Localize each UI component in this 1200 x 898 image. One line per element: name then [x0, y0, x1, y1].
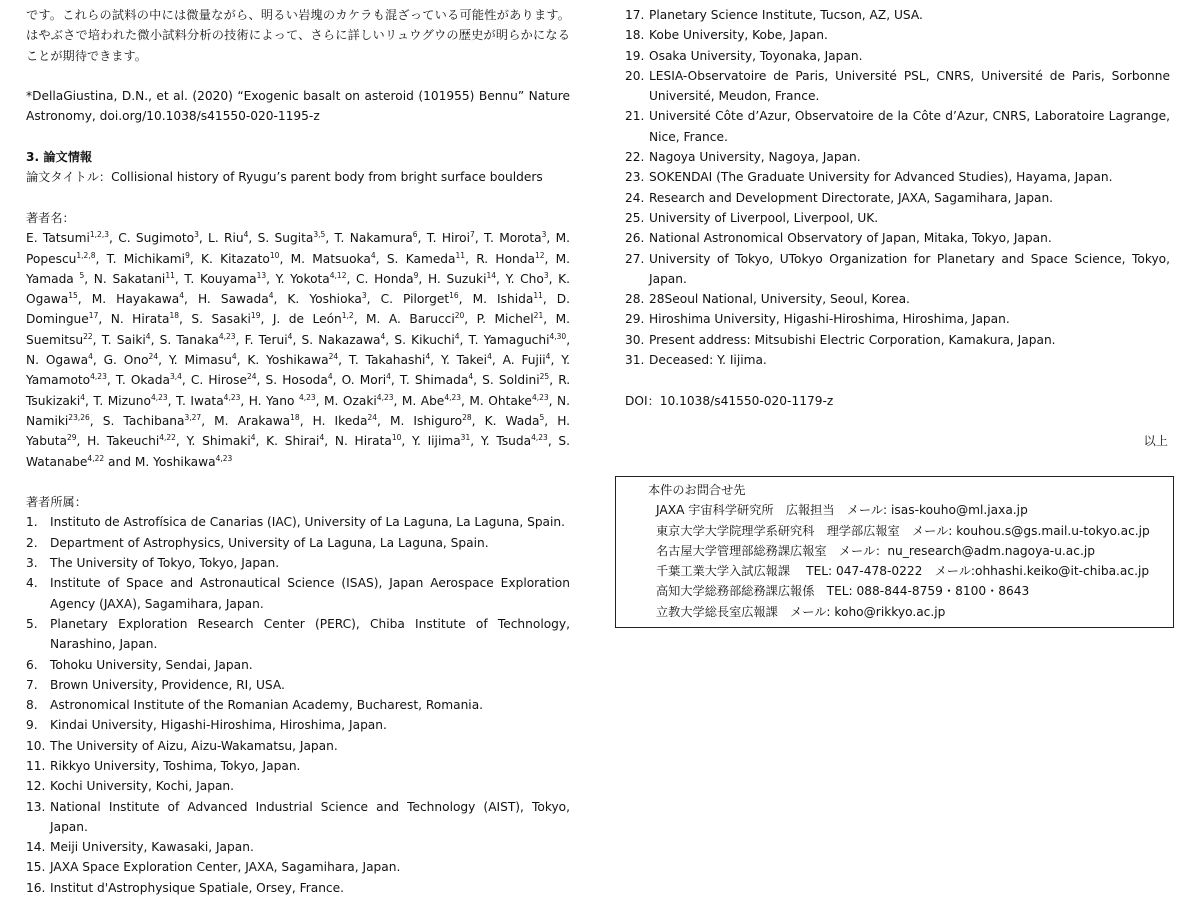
author-affiliation-ref: 13 [256, 270, 267, 280]
affiliation-item [26, 695, 570, 715]
affiliation-text: Deceased: Y. Iijima. [649, 353, 767, 368]
affiliation-item [625, 5, 1170, 25]
affiliation-text: Kobe University, Kobe, Japan. [649, 28, 828, 43]
author-affiliation-ref: 4 [425, 352, 431, 362]
author-name: M. Ozaki [324, 393, 377, 408]
author-affiliation-ref: 9 [185, 250, 190, 260]
affiliation-number: 18. [625, 28, 645, 43]
author-name: R. Honda [476, 251, 535, 266]
author-affiliation-ref: 4 [487, 352, 492, 362]
affiliation-number: 27. [625, 251, 645, 266]
author-name: M. Yoshikawa [134, 454, 216, 469]
author-affiliation-ref: 9 [413, 270, 419, 280]
affiliation-text: LESIA-Observatoire de Paris, Université PSL, CNRS, Université de Paris, Sorbonne Université, Meudon, France. [649, 68, 1170, 104]
author-affiliation-ref: 4,23 [218, 331, 236, 341]
affiliation-number: 11. [26, 758, 46, 773]
author-name: Y. Tsuda [480, 434, 532, 449]
author-affiliation-ref: 1,2,3 [89, 230, 109, 240]
affiliation-text: Institute of Space and Astronautical Science (ISAS), Japan Aerospace Exploration Agency (JAXA), Sagamihara, Japan. [50, 576, 570, 611]
affiliation-text: Planetary Science Institute, Tucson, AZ, USA. [649, 8, 923, 22]
author-affiliation-ref: 24 [367, 412, 377, 422]
affiliation-number: 12. [26, 779, 46, 794]
author-affiliation-ref: 24 [246, 372, 257, 382]
author-name: H. Takeuchi [87, 434, 160, 449]
author-affiliation-ref: 24 [148, 352, 159, 362]
affiliation-text: Osaka University, Toyonaka, Japan. [649, 48, 863, 63]
author-name: T. Yamaguchi [468, 332, 550, 347]
affiliation-number: 13. [26, 799, 46, 814]
author-name: R. Tsukizaki [26, 373, 571, 408]
affiliation-number: 21. [625, 109, 645, 124]
author-affiliation-ref: 4 [145, 331, 151, 341]
author-name: M. Arakawa [214, 413, 291, 428]
author-affiliation-ref: 14 [486, 270, 497, 280]
contact-line: 千葉工業大学入試広報課 TEL: 047-478-0222 メール:ohhashi.keiko@it-chiba.ac.jp [656, 564, 1150, 579]
author-name: T. Hiroi [426, 231, 471, 246]
author-name: Y. Takei [440, 353, 488, 368]
author-affiliation-ref: 18 [290, 412, 300, 422]
author-affiliation-ref: 3 [194, 230, 199, 240]
affiliation-text: Hiroshima University, Higashi-Hiroshima, Hiroshima, Japan. [649, 312, 1010, 327]
author-affiliation-ref: 3,27 [184, 412, 202, 422]
author-affiliation-ref: 3 [541, 230, 547, 240]
affiliation-number: 10. [26, 738, 46, 753]
author-name: S. Nakazawa [301, 332, 381, 347]
author-name: M. A. Barucci [366, 312, 455, 327]
author-affiliation-ref: 4 [327, 372, 333, 382]
author-name: Y. Yokota [275, 271, 330, 286]
affiliation-text: Tohoku University, Sendai, Japan. [50, 657, 253, 672]
affiliation-text: Kindai University, Higashi-Hiroshima, Hiroshima, Japan. [50, 718, 387, 733]
affiliation-text: National Astronomical Observatory of Japan, Mitaka, Tokyo, Japan. [649, 231, 1052, 246]
author-affiliation-ref: 4 [287, 331, 293, 341]
affiliation-number: 5. [26, 616, 38, 631]
author-name: P. Michel [476, 312, 534, 327]
affiliation-text: The University of Tokyo, Tokyo, Japan. [50, 556, 280, 571]
author-affiliation-ref: 4,23 [298, 392, 316, 402]
contact-box [615, 476, 1174, 628]
affiliation-text: SOKENDAI (The Graduate University for Advanced Studies), Hayama, Japan. [649, 170, 1113, 185]
affiliation-text: National Institute of Advanced Industrial Science and Technology (AIST), Tokyo, Japan. [50, 799, 570, 834]
author-affiliation-ref: 12 [534, 250, 545, 260]
affiliation-item [625, 228, 1170, 248]
contact-line: 立教大学総長室広報課 メール: koho@rikkyo.ac.jp [656, 604, 946, 619]
affiliation-text: JAXA Space Exploration Center, JAXA, Sagamihara, Japan. [50, 860, 401, 875]
affiliation-number: 31. [625, 353, 645, 368]
author-affiliation-ref: 4 [468, 372, 474, 382]
author-affiliation-ref: 4 [179, 291, 185, 301]
affiliation-item [625, 167, 1170, 187]
author-affiliation-ref: 11 [165, 270, 175, 280]
author-list: E. Tatsumi$^{1,2,3}$, C. Sugimoto$^3$, L. Riu$^4$, S. Sugita$^{3,5}$, T. Nakamura$^6$, T. Hiroi$^7$, T. Morota$^3$, M. Popescu$^{1,2,8}$, T. Michikami$^9$, K. Kitazato$^{10}$, M. Matsuoka$^4$, S. Kameda$^{11}$, R. Honda$^{12}$, M. Yamada $^5$, N. Sakatani$^{11}$, T. Kouyama$^{13}$, Y. Yokota$^{4,12}$, C. Honda$^9$, H. Suzuki$^{14}$, Y. Cho$^3$, K. Ogawa$^{15}$, M. Hayakawa$^4$, H. Sawada$^4$, K. Yoshioka$^3$, C. Pilorget$^{16}$, M. Ishida$^{11}$, D. Domingue$^{17}$, N. Hirata$^{18}$, S. Sasaki$^{19}$, J. de León$^{1,2}$, M. A. Barucci$^{20}$, P. Michel$^{21}$, M. Suemitsu$^{22}$, T. Saiki$^4$, S. Tanaka$^{4,23}$, F. Terui$^4$, S. Nakazawa$^4$, S. Kikuchi$^4$, T. Yamaguchi$^{4,30}$, N. Ogawa$^4$, G. Ono$^{24}$, Y. Mimasu$^4$, K. Yoshikawa$^{24}$, T. Takahashi$^4$, Y. Takei$^4$, A. Fujii$^4$, Y. Yamamoto$^{4,23}$, T. Okada$^{3,4}$, C. Hirose$^{24}$, S. Hosoda$^4$, O. Mori$^4$, T. Shimada$^4$, S. Soldini$^{25}$, R. Tsukizaki$^4$, T. Mizuno$^{4,23}$, T. Iwata$^{4,23}$, H. Yano $^{4,23}$, M. Ozaki$^{4,23}$, M. Abe$^{4,23}$, M. Ohtake$^{4,23}$, N. Namiki$^{23,26}$, S. Tachibana$^{3,27}$, M. Arakawa$^{18}$, H. Ikeda$^{24}$, M. Ishiguro$^{28}$, K. Wada$^5$, H. Yabuta$^{29}$, H. Takeuchi$^{4,22}$, Y. Shimaki$^4$, K. Shirai$^4$, N. Hirata$^{10}$, Y. Iijima$^{31}$, Y. Tsuda$^{4,23}$, S. Watanabe$^{4,22}$ and M. Yoshikawa$^{4,23}$ [26, 230, 571, 469]
left-column [26, 5, 570, 898]
author-affiliation-ref: 1,2 [341, 311, 354, 321]
affiliation-item [625, 330, 1170, 350]
author-name: M. Popescu [26, 231, 571, 266]
affiliation-text: Astronomical Institute of the Romanian Academy, Bucharest, Romania. [50, 698, 484, 713]
affiliation-text: 28Seoul National, University, Seoul, Korea. [649, 292, 910, 307]
author-affiliation-ref: 4 [250, 433, 256, 443]
affiliation-text: Present address: Mitsubishi Electric Corporation, Kamakura, Japan. [649, 332, 1056, 347]
affiliation-item [26, 715, 570, 735]
affiliation-item [26, 512, 570, 532]
affiliation-item [26, 837, 570, 857]
author-name: Y. Yamamoto [26, 353, 571, 388]
author-affiliation-ref: 1,2,8 [76, 250, 96, 260]
author-affiliation-ref: 10 [391, 433, 402, 443]
affiliation-number: 1. [26, 515, 38, 530]
author-name: M. Yamada [26, 251, 571, 286]
author-name: M. Hayakawa [91, 292, 180, 307]
affiliation-item [625, 46, 1170, 66]
affiliation-item [625, 188, 1170, 208]
doi: DOI：10.1038/s41550-020-1179-z [625, 393, 834, 408]
author-name: Y. Iijima [412, 434, 461, 449]
author-affiliation-ref: 3 [361, 291, 367, 301]
affiliation-item [625, 289, 1170, 309]
affiliation-text: Research and Development Directorate, JAXA, Sagamihara, Japan. [649, 190, 1054, 205]
author-affiliation-ref: 4 [380, 331, 386, 341]
affiliation-item [26, 776, 570, 796]
author-affiliation-ref: 11 [533, 291, 543, 301]
affiliation-item [26, 736, 570, 756]
affiliation-text: Brown University, Providence, RI, USA. [50, 677, 285, 692]
affiliation-number: 3. [26, 556, 38, 571]
contact-line: 高知大学総務部総務課広報係 TEL: 088-844-8759・8100・8643 [656, 584, 1030, 599]
author-affiliation-ref: 4,30 [549, 331, 567, 341]
author-affiliation-ref: 4 [268, 291, 274, 301]
author-affiliation-ref: 4 [319, 433, 325, 443]
author-name: F. Terui [244, 332, 288, 347]
author-name: T. Kouyama [184, 271, 257, 286]
author-name: S. Tachibana [102, 413, 185, 428]
affiliation-item [625, 249, 1170, 290]
author-and: and [104, 454, 135, 469]
author-affiliation-ref: 4 [545, 352, 551, 362]
affiliation-text: Kochi University, Kochi, Japan. [50, 779, 235, 794]
affiliation-item [26, 756, 570, 776]
author-affiliation-ref: 4,23 [150, 392, 168, 402]
author-name: T. Takahashi [348, 353, 426, 368]
author-affiliation-ref: 29 [66, 433, 77, 443]
end-mark: 以上 [1143, 434, 1168, 449]
authors-label: 著者名： [26, 210, 75, 225]
author-name: S. Soldini [482, 373, 540, 388]
affiliation-item [26, 573, 570, 614]
author-name: A. Fujii [502, 353, 546, 368]
intro-paragraph: です。これらの試料の中には微量ながら、明るい岩塊のカケラも混ざっている可能性があります。はやぶさで培われた微小試料分析の技術によって、さらに詳しいリュウグウの歴史が明らかになることが期待できます。 [26, 8, 570, 63]
author-name: S. Watanabe [26, 434, 571, 469]
author-affiliation-ref: 4 [88, 352, 93, 362]
author-affiliation-ref: 17 [88, 311, 99, 321]
author-affiliation-ref: 22 [83, 331, 93, 341]
affiliation-text: University of Tokyo, UTokyo Organization for Planetary and Space Science, Tokyo, Japan. [649, 251, 1170, 286]
author-name: M. Ishida [472, 292, 534, 307]
affiliation-item [625, 106, 1170, 147]
author-name: Y. Shimaki [186, 434, 251, 449]
author-name: G. Ono [103, 353, 149, 368]
author-name: K. Yoshioka [287, 292, 362, 307]
affiliation-item [26, 797, 570, 838]
affiliation-item [625, 25, 1170, 45]
affiliation-item [26, 675, 570, 695]
author-name: C. Sugimoto [118, 231, 195, 246]
author-name: H. Ikeda [312, 413, 368, 428]
author-affiliation-ref: 4,22 [87, 453, 105, 463]
contact-line: JAXA 宇宙科学研究所 広報担当 メール: isas-kouho@ml.jaxa.jp [656, 503, 1028, 518]
affiliation-list-left [26, 512, 570, 898]
author-affiliation-ref: 6 [412, 230, 418, 240]
affiliation-number: 4. [26, 576, 38, 591]
author-affiliation-ref: 7 [470, 230, 475, 240]
author-affiliation-ref: 23,26 [68, 412, 90, 422]
paper-title-line [26, 167, 570, 187]
author-name: D. Domingue [26, 292, 571, 327]
author-name: C. Pilorget [380, 292, 450, 307]
affiliation-number: 25. [625, 210, 645, 225]
author-name: Y. Mimasu [168, 353, 232, 368]
author-affiliation-ref: 4 [370, 250, 376, 260]
author-affiliation-ref: 4 [386, 372, 391, 382]
author-affiliation-ref: 4,23 [531, 392, 549, 402]
author-name: S. Kikuchi [394, 332, 455, 347]
author-affiliation-ref: 4 [454, 331, 460, 341]
affiliation-item [26, 614, 570, 655]
author-name: K. Wada [484, 413, 540, 428]
author-name: H. Yano [248, 393, 299, 408]
author-affiliation-ref: 15 [68, 291, 78, 301]
affiliation-number: 23. [625, 170, 645, 185]
author-affiliation-ref: 10 [269, 250, 280, 260]
affiliation-item [625, 147, 1170, 167]
author-affiliation-ref: 3 [543, 270, 549, 280]
author-affiliation-ref: 4 [243, 230, 249, 240]
contact-lines [616, 500, 1173, 622]
author-affiliation-ref: 4,23 [90, 372, 107, 382]
section-heading: 3. 論文情報 [26, 150, 93, 165]
author-affiliation-ref: 24 [328, 352, 339, 362]
contact-line: 東京大学大学院理学系研究科 理学部広報室 メール: kouhou.s@gs.mail.u-tokyo.ac.jp [656, 523, 1150, 538]
author-affiliation-ref: 4 [231, 352, 237, 362]
affiliation-item [26, 878, 570, 898]
author-name: S. Kameda [386, 251, 456, 266]
author-name: N. Hirata [334, 434, 392, 449]
affiliation-number: 22. [625, 150, 645, 165]
author-affiliation-ref: 4,23 [376, 392, 394, 402]
affiliation-text: Meiji University, Kawasaki, Japan. [50, 840, 254, 855]
affiliation-number: 9. [26, 718, 38, 733]
right-column [625, 5, 1170, 452]
affiliation-list-right [625, 5, 1170, 370]
author-affiliation-ref: 20 [454, 311, 465, 321]
affiliation-number: 2. [26, 535, 38, 550]
author-name: L. Riu [208, 231, 244, 246]
author-affiliation-ref: 31 [460, 433, 471, 443]
author-affiliation-ref: 4 [80, 392, 86, 402]
affiliation-number: 26. [625, 231, 645, 246]
author-name: H. Yabuta [26, 413, 571, 449]
author-name: K. Ogawa [26, 271, 571, 307]
author-name: K. Kitazato [201, 251, 270, 266]
author-name: T. Morota [484, 231, 542, 246]
author-name: M. Matsuoka [290, 251, 371, 266]
author-name: M. Ishiguro [389, 413, 463, 428]
affiliation-number: 15. [26, 860, 46, 875]
author-name: T. Iwata [176, 393, 224, 408]
author-affiliation-ref: 4,22 [159, 433, 176, 443]
author-affiliation-ref: 11 [455, 250, 466, 260]
author-name: T. Shimada [399, 373, 469, 388]
author-affiliation-ref: 4,23 [531, 433, 548, 443]
author-name: H. Suzuki [427, 271, 487, 286]
author-name: S. Sugita [257, 231, 314, 246]
author-name: H. Sawada [197, 292, 269, 307]
affiliation-text: Nagoya University, Nagoya, Japan. [649, 150, 861, 165]
author-affiliation-ref: 19 [250, 311, 261, 321]
affiliation-number: 29. [625, 312, 645, 327]
author-affiliation-ref: 5 [539, 412, 545, 422]
affiliation-text: University of Liverpool, Liverpool, UK. [649, 210, 879, 225]
affiliations-label: 著者所属： [26, 495, 87, 510]
author-affiliation-ref: 4,23 [223, 392, 241, 402]
contact-line: 名古屋大学管理部総務課広報室 メール：nu_research@adm.nagoya-u.ac.jp [656, 543, 1095, 558]
affiliation-number: 17. [625, 8, 645, 22]
author-name: Y. Cho [505, 271, 544, 286]
paper-title-label: 論文タイトル： [26, 170, 112, 185]
affiliation-number: 16. [26, 880, 46, 895]
author-affiliation-ref: 5 [79, 270, 85, 280]
affiliation-item [625, 208, 1170, 228]
author-name: T. Saiki [101, 332, 146, 347]
author-name: C. Hirose [190, 373, 247, 388]
author-name: S. Tanaka [159, 332, 219, 347]
author-affiliation-ref: 21 [533, 311, 544, 321]
affiliation-item [26, 553, 570, 573]
affiliation-number: 7. [26, 677, 38, 692]
author-name: S. Sasaki [191, 312, 251, 327]
affiliation-item [625, 309, 1170, 329]
author-affiliation-ref: 3,5 [313, 230, 326, 240]
author-affiliation-ref: 3,4 [169, 372, 182, 382]
affiliation-number: 28. [625, 292, 645, 307]
affiliation-item [26, 857, 570, 877]
author-affiliation-ref: 4,12 [329, 270, 347, 280]
affiliation-number: 30. [625, 332, 645, 347]
affiliation-text: Department of Astrophysics, University of La Laguna, La Laguna, Spain. [50, 535, 489, 550]
affiliation-text: Université Côte d’Azur, Observatoire de la Côte d’Azur, CNRS, Laboratoire Lagrange, Nice, France. [649, 109, 1170, 144]
affiliation-item [26, 533, 570, 553]
author-affiliation-ref: 4,23 [444, 392, 462, 402]
author-affiliation-ref: 18 [169, 311, 179, 321]
affiliation-text: Institut d'Astrophysique Spatiale, Orsey, France. [50, 880, 344, 895]
affiliation-number: 19. [625, 48, 645, 63]
author-name: N. Sakatani [93, 271, 166, 286]
affiliation-text: The University of Aizu, Aizu-Wakamatsu, Japan. [50, 738, 338, 753]
author-name: N. Namiki [26, 393, 570, 428]
affiliation-number: 6. [26, 657, 38, 672]
author-name: T. Mizuno [93, 393, 151, 408]
affiliation-number: 8. [26, 698, 38, 713]
author-name: C. Honda [356, 271, 414, 286]
author-name: T. Okada [115, 373, 170, 388]
author-name: M. Ohtake [469, 393, 532, 408]
affiliation-item [625, 66, 1170, 107]
author-name: E. Tatsumi [26, 231, 90, 246]
affiliation-number: 24. [625, 190, 645, 205]
author-name: K. Yoshikawa [247, 353, 329, 368]
author-name: M. Abe [401, 393, 445, 408]
affiliation-text: Planetary Exploration Research Center (PERC), Chiba Institute of Technology, Narashino, Japan. [50, 616, 570, 652]
author-name: J. de León [272, 312, 342, 327]
author-name: N. Ogawa [26, 353, 89, 368]
author-name: M. Suemitsu [26, 312, 570, 347]
author-name: S. Hosoda [265, 373, 328, 388]
author-name: K. Shirai [266, 434, 320, 449]
affiliation-number: 20. [625, 68, 645, 83]
author-name: T. Michikami [106, 251, 186, 266]
reference-citation: *DellaGiustina, D.N., et al. (2020) “Exogenic basalt on asteroid (101955) Bennu” Nature Astronomy, doi.org/10.1038/s41550-020-1195-z [26, 89, 570, 124]
affiliation-text: Instituto de Astrofísica de Canarias (IAC), University of La Laguna, La Laguna, Spain. [50, 515, 566, 530]
contact-title: 本件のお問合せ先 [648, 483, 746, 497]
paper-title: Collisional history of Ryugu’s parent body from bright surface boulders [111, 170, 543, 185]
author-name: N. Hirata [110, 312, 170, 327]
author-affiliation-ref: 4,23 [215, 453, 233, 463]
affiliation-text: Rikkyo University, Toshima, Tokyo, Japan. [50, 758, 301, 773]
affiliation-number: 14. [26, 840, 46, 855]
author-name: T. Nakamura [334, 231, 413, 246]
author-name: O. Mori [341, 373, 387, 388]
author-affiliation-ref: 28 [462, 412, 472, 422]
affiliation-item [625, 350, 1170, 370]
author-affiliation-ref: 16 [449, 291, 459, 301]
affiliation-item [26, 655, 570, 675]
author-affiliation-ref: 25 [539, 372, 550, 382]
